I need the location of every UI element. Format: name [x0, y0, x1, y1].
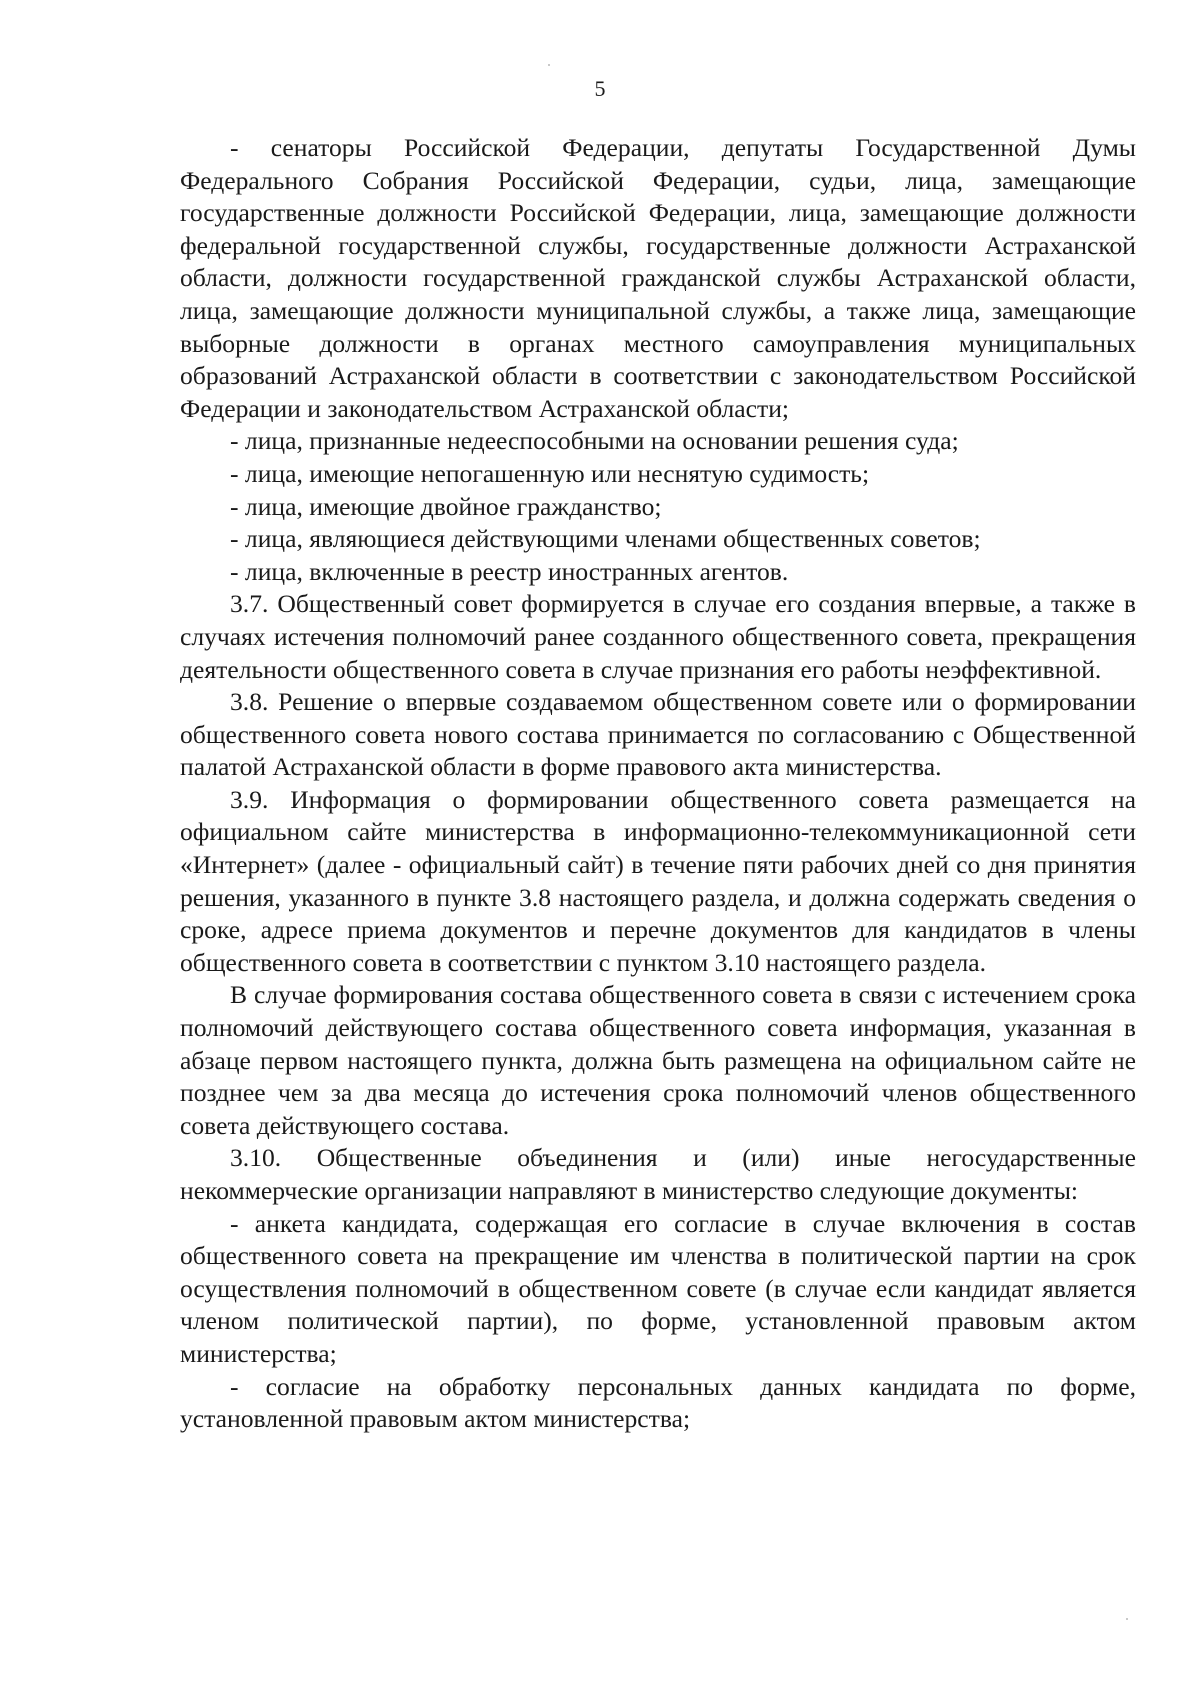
paragraph-ineligible-council-members: - лица, являющиеся действующими членами общественных советов; — [230, 524, 981, 554]
page-number: 5 — [594, 76, 606, 101]
paragraph-ineligible-convicted: - лица, имеющие непогашенную или неснятую судимость; — [230, 458, 870, 488]
scan-speck — [1126, 1618, 1128, 1620]
scan-speck — [548, 64, 550, 66]
paragraph-ineligible-officials: - сенаторы Российской Федерации, депутаты Государственной Думы Федерального Собрания Российской Федерации, судьи, лица, замещающие государственные должности Российской Федерации, лица, замещающие должности федеральной государственной службы, государственные должности Астраханской области, должности государственной гражданской службы Астраханской области, лица, замещающие должности муниципальной службы, а также лица, замещающие выборные должности в органах местного самоуправления муниципальных образований Астраханской области в соответствии с законодательством Российской Федерации и законодательством Астраханской области; — [180, 133, 1136, 423]
paragraph-ineligible-incapacitated: - лица, признанные недееспособными на основании решения суда; — [230, 426, 959, 456]
paragraph-ineligible-dual-citizenship: - лица, имеющие двойное гражданство; — [230, 491, 662, 521]
paragraph-ineligible-foreign-agents: - лица, включенные в реестр иностранных агентов. — [230, 556, 789, 586]
paragraph-3-9: 3.9. Информация о формировании общественного совета размещается на официальном сайте министерства в информационно-телекоммуникационной сети «Интернет» (далее - официальный сайт) в течение пяти рабочих дней со дня принятия решения, указанного в пункте 3.8 настоящего раздела, и должна содержать сведения о сроке, адресе приема документов и перечне документов для кандидатов в члены общественного совета в соответствии с пунктом 3.10 настоящего раздела. — [180, 784, 1136, 977]
paragraph-3-10: 3.10. Общественные объединения и (или) иные негосударственные некоммерческие организации направляют в министерство следующие документы: — [180, 1143, 1136, 1205]
paragraph-3-9-continued: В случае формирования состава общественного совета в связи с истечением срока полномочий действующего состава общественного совета информация, указанная в абзаце первом настоящего пункта, должна быть размещена на официальном сайте не позднее чем за два месяца до истечения срока полномочий членов общественного совета действующего состава. — [180, 980, 1136, 1140]
paragraph-3-8: 3.8. Решение о впервые создаваемом общественном совете или о формировании общественного совета нового состава принимается по согласованию с Общественной палатой Астраханской области в форме правового акта министерства. — [180, 687, 1136, 782]
paragraph-candidate-questionnaire: - анкета кандидата, содержащая его согласие в случае включения в состав общественного совета на прекращение им членства в политической партии на срок осуществления полномочий в общественном совете (в случае если кандидат является членом политической партии), по форме, установленной правовым актом министерства; — [180, 1208, 1136, 1368]
document-body — [180, 132, 1136, 1436]
paragraph-3-7: 3.7. Общественный совет формируется в случае его создания впервые, а также в случаях истечения полномочий ранее созданного общественного совета, прекращения деятельности общественного совета в случае признания его работы неэффективной. — [180, 589, 1136, 684]
paragraph-personal-data-consent: - согласие на обработку персональных данных кандидата по форме, установленной правовым актом министерства; — [180, 1371, 1136, 1434]
